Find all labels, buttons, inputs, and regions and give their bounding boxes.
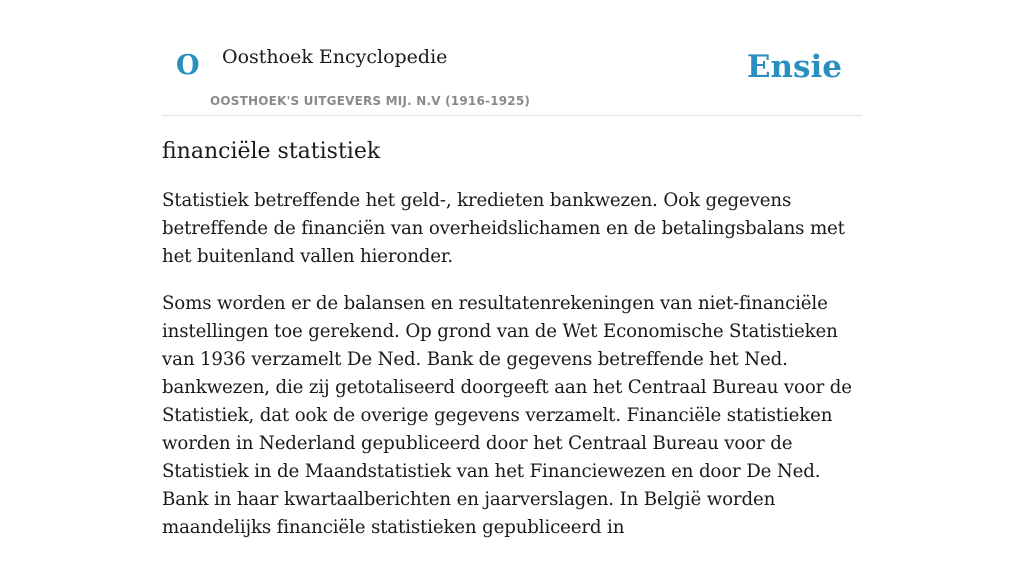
book-header — [162, 30, 862, 116]
book-logo-icon[interactable]: O — [176, 50, 200, 81]
book-title-link[interactable]: Oosthoek Encyclopedie — [222, 46, 448, 68]
article-paragraph-2: Soms worden er de balansen en resultatenrekeningen van niet-financiële instellingen toe gerekend. Op grond van de Wet Economische Statistieken van 1936 verzamelt De Ned. Bank de gegevens betreffende het Ned. bankwezen, die zij getotaliseerd doorgeeft aan het Centraal Bureau voor de Statistiek, dat ook de overige gegevens verzamelt. Financiële statistieken worden in Nederland gepubliceerd door het Centraal Bureau voor de Statistiek in de Maandstatistiek van het Financiewezen en door De Ned. Bank in haar kwartaalberichten en jaarverslagen. In België worden maandelijks financiële statistieken gepubliceerd in — [162, 292, 852, 538]
article-title: financiële statistiek — [162, 139, 381, 164]
publisher-label: OOSTHOEK'S UITGEVERS MIJ. N.V (1916-1925) — [210, 94, 531, 108]
article-paragraph-1: Statistiek betreffende het geld-, kredieten bankwezen. Ook gegevens betreffende de financiën van overheidslichamen en de betalingsbalans met het buitenland vallen hieronder. — [162, 189, 845, 267]
ensie-logo-link[interactable]: Ensie — [746, 49, 842, 85]
article — [162, 138, 866, 561]
